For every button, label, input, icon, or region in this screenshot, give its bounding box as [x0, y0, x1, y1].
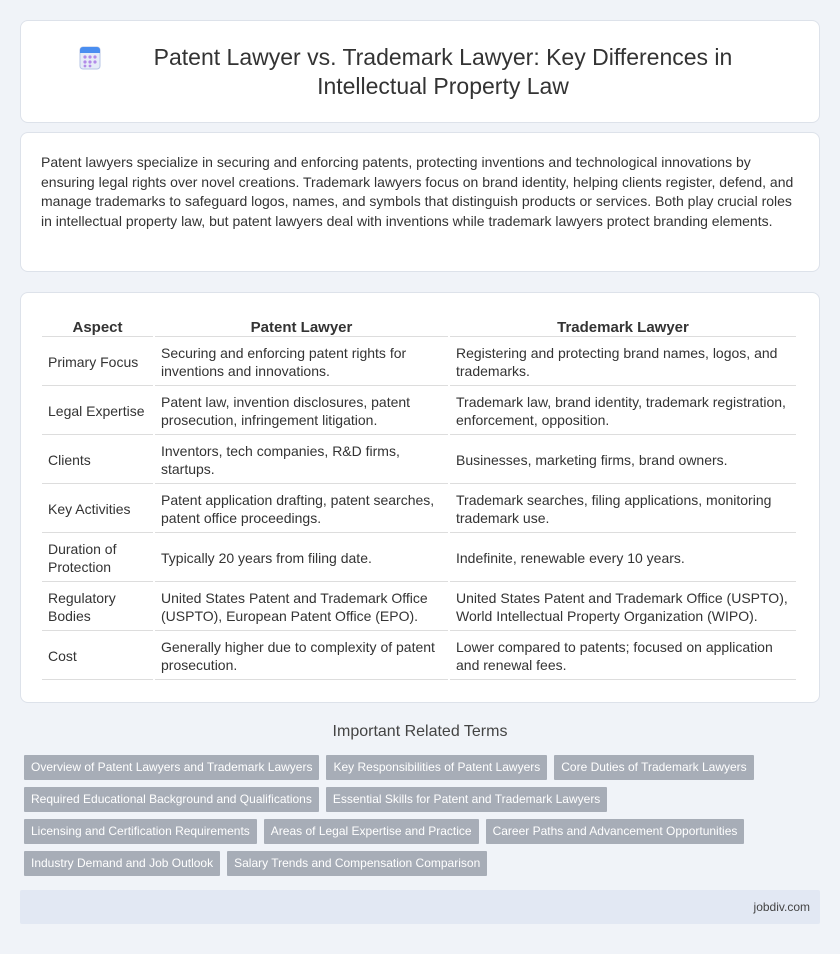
patent-cell: Patent law, invention disclosures, patent prosecution, infringement litigation.: [155, 388, 448, 435]
table-row: [42, 388, 796, 435]
related-term-tag[interactable]: Key Responsibilities of Patent Lawyers: [326, 755, 547, 780]
related-term-tag[interactable]: Required Educational Background and Qualifications: [24, 787, 319, 812]
related-term-tag[interactable]: Essential Skills for Patent and Trademark Lawyers: [326, 787, 607, 812]
table-row: [42, 339, 796, 386]
aspect-cell: Cost: [42, 633, 153, 680]
related-term-tag[interactable]: Salary Trends and Compensation Comparison: [227, 851, 487, 876]
patent-cell: Generally higher due to complexity of patent prosecution.: [155, 633, 448, 680]
trademark-cell: Trademark law, brand identity, trademark registration, enforcement, opposition.: [450, 388, 796, 435]
table-row: [42, 437, 796, 484]
aspect-cell: Legal Expertise: [42, 388, 153, 435]
aspect-cell: Regulatory Bodies: [42, 584, 153, 631]
trademark-cell: Registering and protecting brand names, logos, and trademarks.: [450, 339, 796, 386]
tag-row: [24, 755, 814, 787]
related-terms-heading: Important Related Terms: [332, 723, 508, 740]
related-terms-list: [24, 755, 814, 883]
related-term-tag[interactable]: Licensing and Certification Requirements: [24, 819, 257, 844]
trademark-cell: Businesses, marketing firms, brand owners.: [450, 437, 796, 484]
related-term-tag[interactable]: Industry Demand and Job Outlook: [24, 851, 220, 876]
intro-card: [20, 132, 820, 272]
related-term-tag[interactable]: Overview of Patent Lawyers and Trademark Lawyers: [24, 755, 319, 780]
table-header-row: [42, 315, 796, 337]
patent-cell: United States Patent and Trademark Office (USPTO), European Patent Office (EPO).: [155, 584, 448, 631]
patent-cell: Inventors, tech companies, R&D firms, startups.: [155, 437, 448, 484]
related-term-tag[interactable]: Areas of Legal Expertise and Practice: [264, 819, 479, 844]
comparison-card: [20, 292, 820, 703]
trademark-cell: Lower compared to patents; focused on application and renewal fees.: [450, 633, 796, 680]
table-row: [42, 486, 796, 533]
title-wrap: [77, 43, 763, 101]
aspect-cell: Clients: [42, 437, 153, 484]
trademark-cell: United States Patent and Trademark Office (USPTO), World Intellectual Property Organization (WIPO).: [450, 584, 796, 631]
document-icon: [77, 45, 103, 71]
trademark-cell: Trademark searches, filing applications, monitoring trademark use.: [450, 486, 796, 533]
comparison-table: [40, 313, 798, 682]
title-card: [20, 20, 820, 123]
aspect-cell: Primary Focus: [42, 339, 153, 386]
tag-row: [24, 851, 814, 883]
patent-cell: Securing and enforcing patent rights for inventions and innovations.: [155, 339, 448, 386]
trademark-cell: Indefinite, renewable every 10 years.: [450, 535, 796, 582]
tag-row: [24, 787, 814, 819]
footer-bar: [20, 890, 820, 924]
tag-row: [24, 819, 814, 851]
aspect-cell: Duration of Protection: [42, 535, 153, 582]
intro-paragraph: Patent lawyers specialize in securing and enforcing patents, protecting inventions and technological innovations by ensuring legal rights over novel creations. Trademark lawyers focus on brand identity, helping clients register, defend, and manage trademarks to safeguard logos, names, and symbols that distinguish products or services. Both play crucial roles in intellectual property law, but patent lawyers deal with inventions while trademark lawyers protect branding elements.: [41, 154, 794, 229]
table-row: [42, 535, 796, 582]
patent-cell: Typically 20 years from filing date.: [155, 535, 448, 582]
related-term-tag[interactable]: Career Paths and Advancement Opportunities: [486, 819, 745, 844]
column-header-patent-lawyer: Patent Lawyer: [155, 315, 448, 337]
page-title: Patent Lawyer vs. Trademark Lawyer: Key Differences in Intellectual Property Law: [153, 43, 733, 99]
patent-cell: Patent application drafting, patent searches, patent office proceedings.: [155, 486, 448, 533]
table-row: [42, 584, 796, 631]
related-term-tag[interactable]: Core Duties of Trademark Lawyers: [554, 755, 753, 780]
column-header-trademark-lawyer: Trademark Lawyer: [450, 315, 796, 337]
table-row: [42, 633, 796, 680]
column-header-aspect: Aspect: [42, 315, 153, 337]
aspect-cell: Key Activities: [42, 486, 153, 533]
footer-site-link[interactable]: jobdiv.com: [753, 900, 810, 914]
